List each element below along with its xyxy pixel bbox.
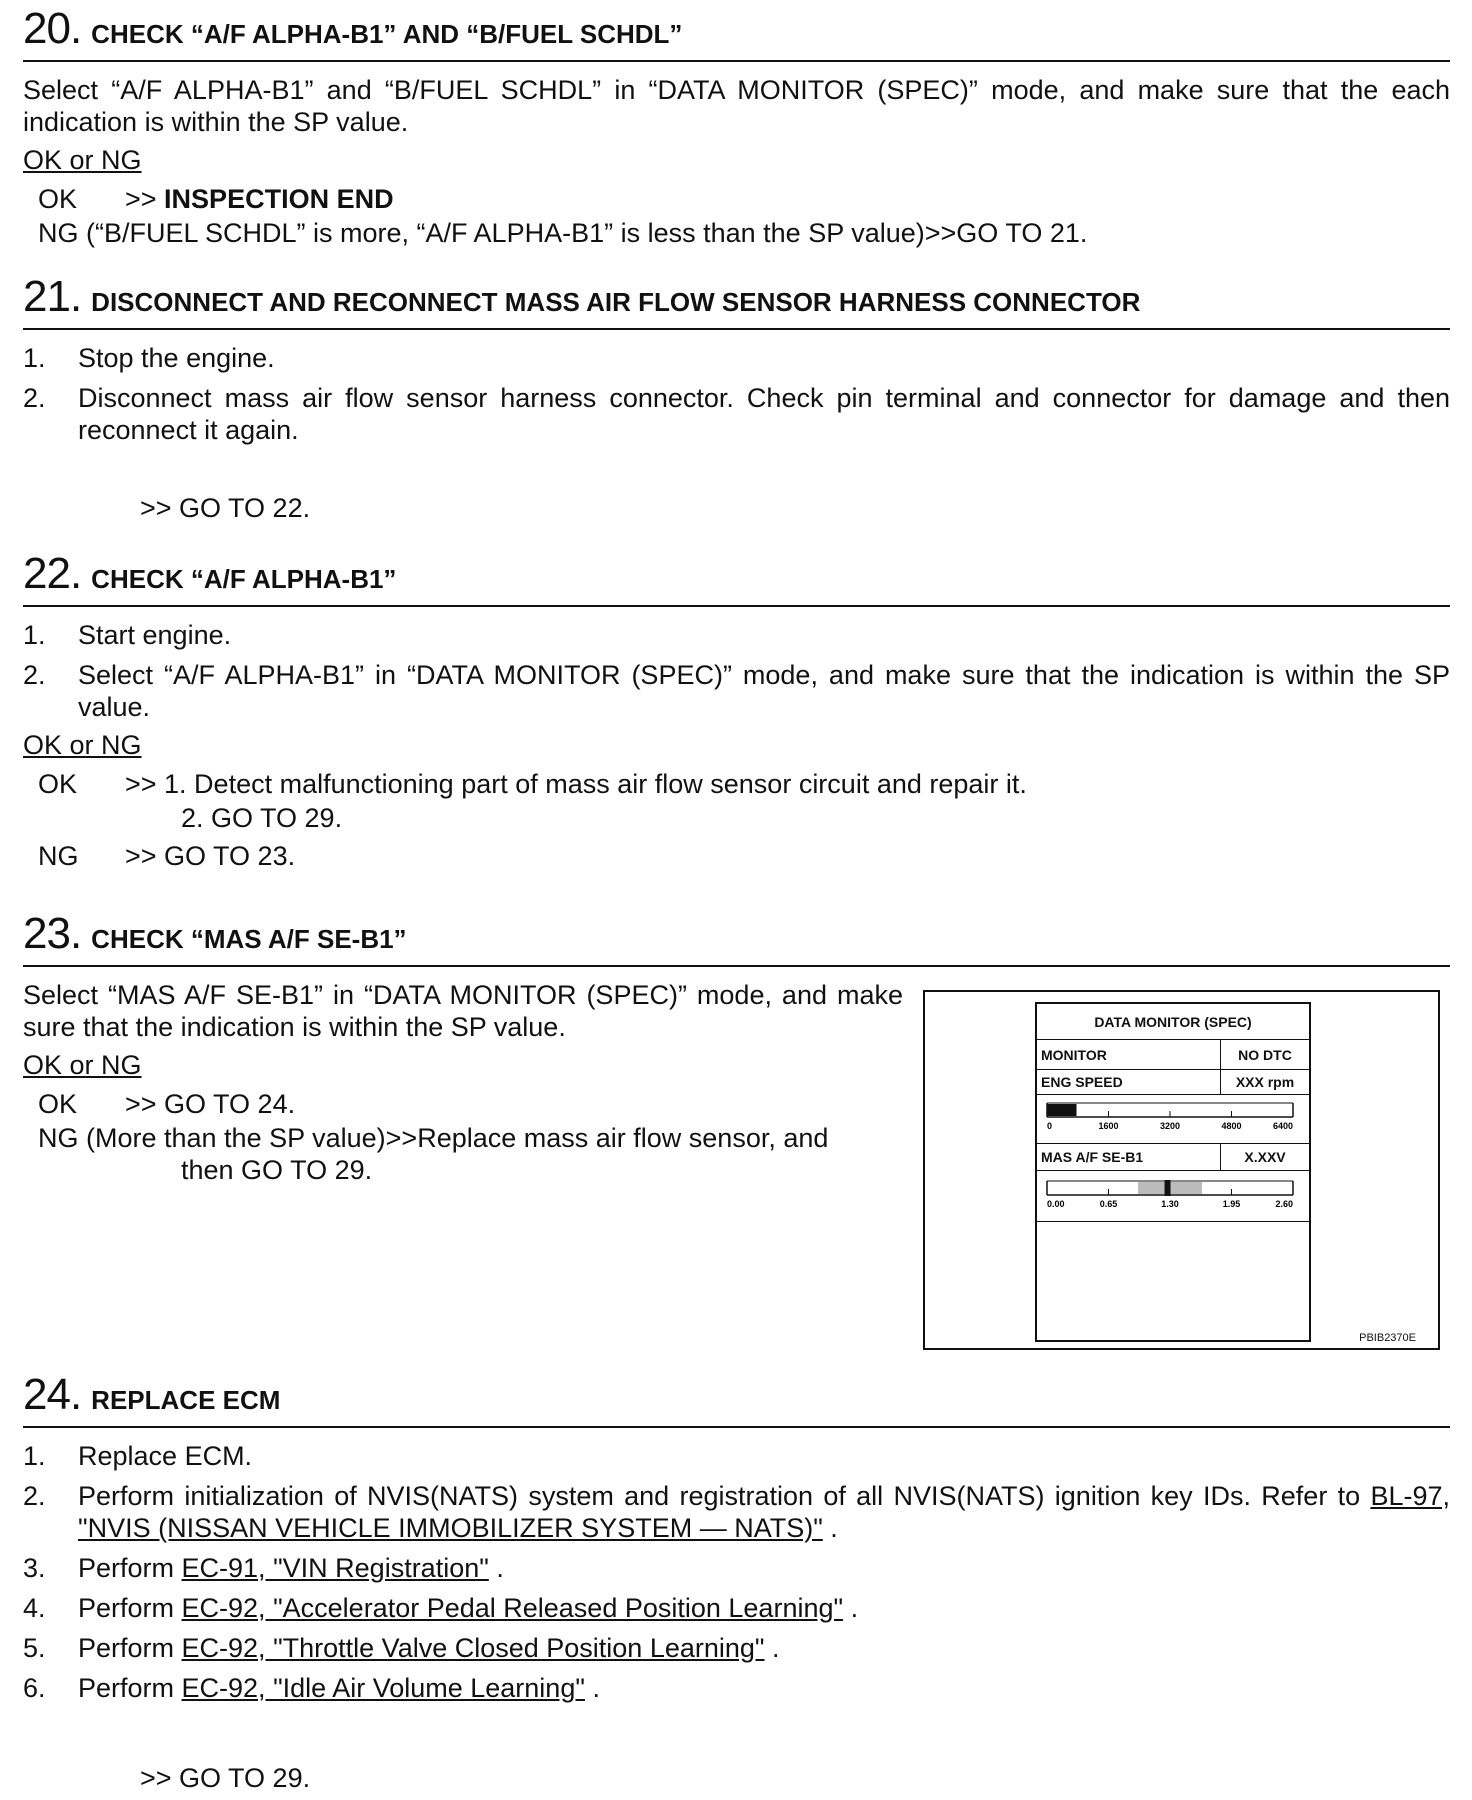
step-number: 23. bbox=[23, 909, 82, 958]
monitor-value: NO DTC bbox=[1238, 1046, 1292, 1063]
step-title: DISCONNECT AND RECONNECT MASS AIR FLOW SENSOR HARNESS CONNECTOR bbox=[91, 287, 1141, 317]
gauge-tick-label: 0.00 bbox=[1047, 1199, 1065, 1209]
step-body: Select “A/F ALPHA-B1” and “B/FUEL SCHDL” in “DATA MONITOR (SPEC)” mode, and make sure that the each indication is within the SP value. bbox=[23, 75, 1450, 137]
list-item bbox=[23, 1552, 1450, 1584]
item-number: 6. bbox=[23, 1673, 46, 1703]
list-item bbox=[23, 659, 1450, 723]
monitor-label: MONITOR bbox=[1037, 1040, 1221, 1070]
eng-speed-value: XXX rpm bbox=[1235, 1074, 1295, 1090]
step-title: REPLACE ECM bbox=[91, 1385, 281, 1415]
step-24-list bbox=[23, 1440, 1450, 1704]
step-22 bbox=[23, 549, 1450, 873]
item-text bbox=[78, 1632, 1450, 1664]
item-text-pre: Perform initialization of NVIS(NATS) system and registration of all NVIS(NATS) ignition key IDs. Refer to bbox=[78, 1481, 1371, 1511]
list-item bbox=[23, 1672, 1450, 1704]
monitor-row bbox=[1037, 1040, 1309, 1070]
item-text bbox=[78, 1480, 1450, 1544]
reference-link[interactable]: EC-91, "VIN Registration" bbox=[181, 1553, 489, 1583]
step-number: 21. bbox=[23, 272, 82, 321]
item-text: Start engine. bbox=[78, 620, 232, 650]
step-20 bbox=[23, 4, 1450, 250]
mas-gauge bbox=[1037, 1171, 1309, 1221]
ok-value: >> GO TO 24. bbox=[125, 1089, 296, 1119]
figure-id: PBIB2370E bbox=[1359, 1332, 1416, 1344]
data-monitor-figure bbox=[923, 990, 1440, 1350]
list-item bbox=[23, 619, 1450, 651]
gauge-fill bbox=[1047, 1104, 1077, 1116]
gauge-tick-label: 0.65 bbox=[1099, 1199, 1118, 1209]
list-item bbox=[23, 1480, 1450, 1544]
item-text-post: . bbox=[843, 1593, 859, 1623]
gauge-tick-label: 1.95 bbox=[1222, 1199, 1241, 1209]
item-number: 2. bbox=[23, 660, 46, 690]
step-23-heading bbox=[23, 909, 1450, 967]
item-text-post: . bbox=[584, 1673, 600, 1703]
step-23 bbox=[23, 909, 1450, 1344]
gauge-tick-label: 2.60 bbox=[1275, 1199, 1293, 1209]
ok-result bbox=[23, 182, 1450, 216]
item-number: 2. bbox=[23, 383, 46, 413]
step-21-list bbox=[23, 342, 1450, 446]
reference-link[interactable]: EC-92, "Idle Air Volume Learning" bbox=[181, 1673, 585, 1703]
step-number: 20. bbox=[23, 4, 82, 53]
step-23-text bbox=[23, 979, 903, 1185]
item-text: Disconnect mass air flow sensor harness connector. Check pin terminal and connector for damage and then reconnect it again. bbox=[78, 383, 1450, 445]
list-item bbox=[23, 1440, 1450, 1472]
goto-line: >> GO TO 22. bbox=[140, 493, 311, 523]
eng-speed-gauge bbox=[1037, 1095, 1309, 1143]
ok-value: >> 1. Detect malfunctioning part of mass air flow sensor circuit and repair it. bbox=[125, 769, 1027, 799]
item-text-pre: Perform bbox=[78, 1633, 182, 1663]
gauge-tick-label: 6400 bbox=[1272, 1121, 1293, 1131]
eng-speed-row bbox=[1037, 1070, 1309, 1095]
step-body: Select “MAS A/F SE-B1” in “DATA MONITOR (SPEC)” mode, and make sure that the indication is within the SP value. bbox=[23, 980, 903, 1042]
gauge-tick-label: 1.30 bbox=[1161, 1199, 1179, 1209]
step-20-heading bbox=[23, 4, 1450, 62]
item-text-pre: Replace ECM. bbox=[78, 1441, 253, 1471]
step-22-list bbox=[23, 619, 1450, 723]
ok-or-ng-label: OK or NG bbox=[23, 1050, 142, 1080]
screen-header bbox=[1037, 1004, 1309, 1040]
mas-label: MAS A/F SE-B1 bbox=[1037, 1143, 1221, 1171]
reference-link[interactable]: BL-97, "NVIS (NISSAN VEHICLE IMMOBILIZER SYSTEM — NATS)" bbox=[78, 1481, 1450, 1543]
ng-line-continued: then GO TO 29. bbox=[181, 1155, 373, 1185]
step-22-heading bbox=[23, 549, 1450, 607]
item-number: 1. bbox=[23, 343, 46, 373]
ok-value-bold: INSPECTION END bbox=[164, 184, 394, 214]
ng-result bbox=[23, 1121, 903, 1155]
ng-line: NG (“B/FUEL SCHDL” is more, “A/F ALPHA-B1” is less than the SP value)>>GO TO 21. bbox=[38, 218, 1088, 248]
list-item bbox=[23, 382, 1450, 446]
list-item bbox=[23, 342, 1450, 374]
ok-key: OK bbox=[38, 769, 78, 799]
item-text: Stop the engine. bbox=[78, 343, 275, 373]
gauge-tick-label: 3200 bbox=[1159, 1121, 1181, 1131]
item-number: 2. bbox=[23, 1481, 46, 1511]
data-monitor-screen bbox=[1035, 1002, 1311, 1342]
goto-line: >> GO TO 29. bbox=[140, 1763, 311, 1793]
step-24-heading bbox=[23, 1370, 1450, 1428]
mas-gauge-area bbox=[1037, 1171, 1309, 1222]
item-text-pre: Perform bbox=[78, 1553, 182, 1583]
ok-or-ng-label: OK or NG bbox=[23, 730, 142, 760]
gauge-tick-label: 1600 bbox=[1098, 1121, 1119, 1131]
ok-key: OK bbox=[38, 184, 78, 214]
mas-value: X.XXV bbox=[1244, 1148, 1286, 1165]
item-text-post: . bbox=[764, 1633, 780, 1663]
step-24 bbox=[23, 1370, 1450, 1794]
ng-value: >> GO TO 23. bbox=[125, 841, 296, 871]
ok-result bbox=[23, 1087, 903, 1121]
eng-speed-gauge-area bbox=[1037, 1095, 1309, 1144]
item-text-post: . bbox=[488, 1553, 504, 1583]
item-text-pre: Perform bbox=[78, 1593, 182, 1623]
item-text-pre: Perform bbox=[78, 1673, 182, 1703]
item-text-post: . bbox=[822, 1513, 838, 1543]
item-number: 5. bbox=[23, 1633, 46, 1663]
list-item bbox=[23, 1592, 1450, 1624]
list-item bbox=[23, 1632, 1450, 1664]
item-text bbox=[78, 1552, 1450, 1584]
step-title: CHECK “A/F ALPHA-B1” bbox=[91, 564, 397, 594]
ok-value-prefix: >> bbox=[125, 184, 165, 214]
ng-line: NG (More than the SP value)>>Replace mass air flow sensor, and bbox=[38, 1123, 829, 1153]
item-number: 1. bbox=[23, 620, 46, 650]
step-number: 24. bbox=[23, 1370, 82, 1419]
eng-speed-label: ENG SPEED bbox=[1037, 1070, 1221, 1095]
gauge-tick-label: 0 bbox=[1047, 1121, 1053, 1131]
gauge-tick-label: 4800 bbox=[1221, 1121, 1242, 1131]
step-21 bbox=[23, 272, 1450, 524]
ok-value-continued: 2. GO TO 29. bbox=[181, 803, 343, 833]
reference-link[interactable]: EC-92, "Throttle Valve Closed Position Learning" bbox=[181, 1633, 765, 1663]
step-title: CHECK “A/F ALPHA-B1” AND “B/FUEL SCHDL” bbox=[91, 19, 683, 49]
ok-result bbox=[23, 767, 1450, 801]
ok-key: OK bbox=[38, 1089, 78, 1119]
ok-or-ng-label: OK or NG bbox=[23, 145, 142, 175]
step-title: CHECK “MAS A/F SE-B1” bbox=[91, 924, 407, 954]
reference-link[interactable]: EC-92, "Accelerator Pedal Released Position Learning" bbox=[181, 1593, 844, 1623]
ng-key: NG bbox=[38, 841, 79, 871]
item-text bbox=[78, 1592, 1450, 1624]
ok-value bbox=[125, 182, 394, 216]
item-text bbox=[78, 1672, 1450, 1704]
ng-result bbox=[23, 216, 1450, 250]
item-number: 4. bbox=[23, 1593, 46, 1623]
ng-result bbox=[23, 839, 1450, 873]
step-number: 22. bbox=[23, 549, 82, 598]
step-21-heading bbox=[23, 272, 1450, 330]
item-number: 3. bbox=[23, 1553, 46, 1583]
screen-title: DATA MONITOR (SPEC) bbox=[1094, 1013, 1252, 1030]
item-number: 1. bbox=[23, 1441, 46, 1471]
mas-row bbox=[1037, 1143, 1309, 1171]
item-text: Select “A/F ALPHA-B1” in “DATA MONITOR (SPEC)” mode, and make sure that the indication is within the SP value. bbox=[78, 660, 1450, 722]
item-text bbox=[78, 1440, 1450, 1472]
